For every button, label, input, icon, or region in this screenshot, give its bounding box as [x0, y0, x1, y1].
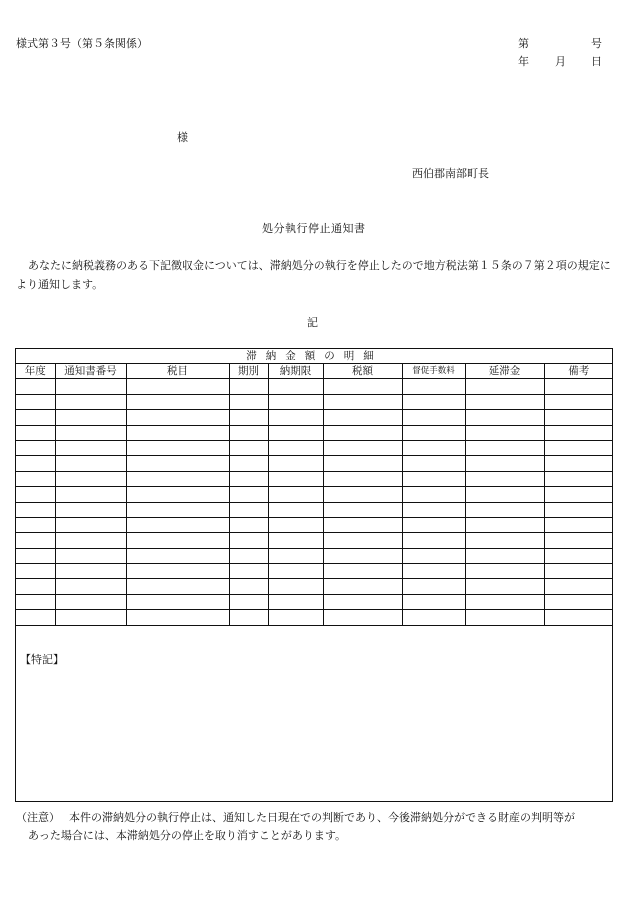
table-cell: [544, 610, 613, 625]
table-cell: [402, 594, 465, 609]
table-cell: [126, 579, 229, 594]
table-row: [16, 456, 613, 471]
table-row: [16, 579, 613, 594]
table-cell: [323, 548, 402, 563]
table-cell: [465, 533, 544, 548]
table-cell: [16, 394, 55, 409]
col-header: 税目: [126, 364, 229, 379]
table-title: 滞納金額の明細: [16, 349, 613, 364]
table-cell: [544, 440, 613, 455]
table-cell: [55, 517, 126, 532]
table-cell: [16, 594, 55, 609]
table-cell: [268, 440, 323, 455]
table-cell: [229, 379, 268, 394]
table-cell: [55, 579, 126, 594]
table-cell: [126, 394, 229, 409]
table-cell: [55, 440, 126, 455]
arrears-table: [16, 349, 613, 626]
col-header: 納期限: [268, 364, 323, 379]
table-cell: [55, 487, 126, 502]
table-cell: [402, 487, 465, 502]
table-row: [16, 425, 613, 440]
addressee-suffix: 様: [177, 131, 188, 144]
notice-body: あなたに納税義務のある下記徴収金については、滞納処分の執行を停止したので地方税法第１５条の７第２項の規定により通知します。: [16, 259, 611, 291]
table-cell: [402, 610, 465, 625]
table-cell: [544, 564, 613, 579]
table-cell: [268, 471, 323, 486]
col-header: 年度: [16, 364, 55, 379]
col-header: 通知書番号: [55, 364, 126, 379]
table-cell: [323, 394, 402, 409]
table-cell: [229, 594, 268, 609]
table-cell: [544, 394, 613, 409]
special-notes-label: 【特記】: [20, 653, 64, 666]
table-cell: [544, 517, 613, 532]
table-cell: [268, 564, 323, 579]
table-cell: [229, 456, 268, 471]
table-cell: [268, 456, 323, 471]
table-cell: [229, 394, 268, 409]
table-row: [16, 594, 613, 609]
table-cell: [126, 610, 229, 625]
table-cell: [402, 533, 465, 548]
table-cell: [16, 425, 55, 440]
table-cell: [126, 440, 229, 455]
table-cell: [126, 379, 229, 394]
table-row: [16, 502, 613, 517]
table-cell: [323, 456, 402, 471]
table-cell: [126, 487, 229, 502]
table-cell: [465, 579, 544, 594]
table-cell: [402, 394, 465, 409]
table-cell: [55, 548, 126, 563]
table-cell: [465, 548, 544, 563]
table-cell: [55, 610, 126, 625]
table-cell: [268, 579, 323, 594]
table-cell: [465, 517, 544, 532]
table-cell: [16, 440, 55, 455]
table-cell: [16, 456, 55, 471]
table-cell: [126, 471, 229, 486]
table-cell: [465, 594, 544, 609]
table-cell: [465, 410, 544, 425]
table-cell: [544, 456, 613, 471]
note-line-2: あった場合には、本滞納処分の停止を取り消すことがあります。: [28, 829, 347, 842]
table-cell: [268, 487, 323, 502]
table-cell: [229, 487, 268, 502]
table-cell: [544, 548, 613, 563]
table-row: [16, 379, 613, 394]
table-cell: [268, 379, 323, 394]
table-cell: [55, 456, 126, 471]
table-cell: [55, 471, 126, 486]
table-row: [16, 410, 613, 425]
table-cell: [402, 456, 465, 471]
col-header: 延滞金: [465, 364, 544, 379]
table-cell: [402, 471, 465, 486]
col-header: 備考: [544, 364, 613, 379]
arrears-detail-frame: [15, 348, 613, 802]
table-cell: [126, 502, 229, 517]
table-cell: [402, 548, 465, 563]
table-cell: [465, 379, 544, 394]
doc-number-suffix: 号: [591, 37, 602, 50]
table-cell: [323, 502, 402, 517]
table-cell: [268, 610, 323, 625]
table-cell: [402, 579, 465, 594]
table-cell: [229, 517, 268, 532]
issuer-name: 西伯郡南部町長: [412, 167, 489, 180]
table-cell: [229, 533, 268, 548]
table-cell: [16, 610, 55, 625]
table-cell: [323, 425, 402, 440]
table-cell: [268, 594, 323, 609]
table-cell: [55, 410, 126, 425]
ki-heading: 記: [307, 316, 318, 329]
table-row: [16, 533, 613, 548]
table-cell: [229, 610, 268, 625]
table-cell: [229, 440, 268, 455]
table-row: [16, 564, 613, 579]
table-row: [16, 394, 613, 409]
table-cell: [16, 579, 55, 594]
table-cell: [126, 548, 229, 563]
table-cell: [229, 471, 268, 486]
table-cell: [16, 548, 55, 563]
table-cell: [323, 517, 402, 532]
table-cell: [126, 425, 229, 440]
table-cell: [229, 564, 268, 579]
date-month-label: 月: [555, 55, 566, 68]
table-cell: [465, 456, 544, 471]
table-row: [16, 440, 613, 455]
table-cell: [402, 502, 465, 517]
table-cell: [544, 487, 613, 502]
table-cell: [323, 610, 402, 625]
table-row: [16, 487, 613, 502]
table-cell: [126, 456, 229, 471]
table-cell: [268, 394, 323, 409]
col-header: 期別: [229, 364, 268, 379]
table-cell: [323, 487, 402, 502]
table-cell: [55, 533, 126, 548]
table-cell: [229, 579, 268, 594]
table-row: [16, 517, 613, 532]
table-cell: [229, 502, 268, 517]
table-cell: [465, 425, 544, 440]
table-cell: [544, 379, 613, 394]
table-cell: [55, 394, 126, 409]
table-cell: [544, 533, 613, 548]
table-cell: [268, 517, 323, 532]
table-cell: [323, 440, 402, 455]
table-cell: [16, 502, 55, 517]
document-title: 処分執行停止通知書: [262, 222, 366, 235]
table-cell: [126, 594, 229, 609]
table-cell: [16, 379, 55, 394]
table-cell: [55, 379, 126, 394]
col-header: 税額: [323, 364, 402, 379]
table-cell: [544, 410, 613, 425]
table-cell: [55, 425, 126, 440]
table-cell: [55, 594, 126, 609]
table-cell: [465, 502, 544, 517]
table-cell: [323, 533, 402, 548]
table-cell: [55, 502, 126, 517]
table-cell: [544, 579, 613, 594]
note-line-1: [16, 808, 616, 827]
table-cell: [465, 610, 544, 625]
table-cell: [16, 410, 55, 425]
table-cell: [544, 471, 613, 486]
table-cell: [268, 425, 323, 440]
table-cell: [126, 533, 229, 548]
table-row: [16, 610, 613, 625]
table-cell: [268, 548, 323, 563]
note-text-1: 本件の滞納処分の執行停止は、通知した日現在での判断であり、今後滞納処分ができる財産の判明等が: [69, 811, 575, 824]
table-cell: [16, 517, 55, 532]
table-cell: [126, 564, 229, 579]
table-cell: [126, 410, 229, 425]
table-cell: [16, 487, 55, 502]
table-cell: [544, 502, 613, 517]
table-cell: [465, 440, 544, 455]
col-header: 督促手数料: [402, 364, 465, 379]
date-day-label: 日: [591, 55, 602, 68]
table-cell: [126, 517, 229, 532]
table-cell: [402, 410, 465, 425]
table-cell: [16, 471, 55, 486]
table-cell: [268, 533, 323, 548]
table-cell: [55, 564, 126, 579]
table-cell: [465, 394, 544, 409]
table-cell: [465, 471, 544, 486]
table-cell: [465, 487, 544, 502]
table-cell: [323, 379, 402, 394]
date-year-label: 年: [518, 55, 529, 68]
form-number: 様式第３号（第５条関係）: [16, 37, 148, 50]
table-cell: [229, 410, 268, 425]
table-cell: [16, 533, 55, 548]
table-cell: [402, 440, 465, 455]
table-cell: [323, 564, 402, 579]
doc-number-prefix: 第: [518, 37, 529, 50]
table-cell: [229, 425, 268, 440]
table-cell: [402, 564, 465, 579]
table-cell: [323, 410, 402, 425]
table-row: [16, 471, 613, 486]
table-cell: [465, 564, 544, 579]
table-cell: [268, 502, 323, 517]
table-cell: [402, 425, 465, 440]
table-cell: [229, 548, 268, 563]
table-cell: [402, 379, 465, 394]
table-cell: [544, 594, 613, 609]
table-cell: [402, 517, 465, 532]
table-cell: [544, 425, 613, 440]
table-cell: [16, 564, 55, 579]
table-cell: [323, 471, 402, 486]
table-cell: [268, 410, 323, 425]
table-row: [16, 548, 613, 563]
table-cell: [323, 594, 402, 609]
table-cell: [323, 579, 402, 594]
note-label: （注意）: [16, 811, 55, 824]
table-header-row: [16, 364, 613, 379]
